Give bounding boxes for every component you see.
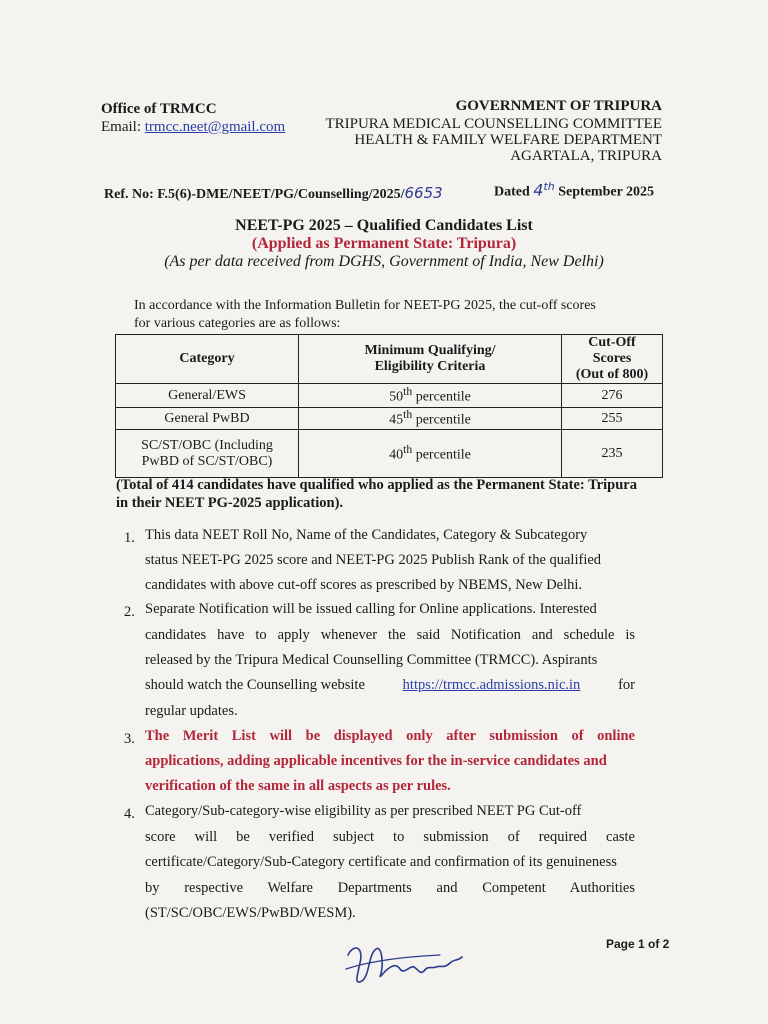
table-header-row [116,335,663,384]
cutoff-table [115,334,663,478]
item-4-line-3: certificate/Category/Sub-Category certificate and confirmation of its genuineness [145,854,617,870]
reference-number-handwritten: 6653 [404,184,443,202]
document-subtitle: (Applied as Permanent State: Tripura) [251,235,517,252]
government-title: GOVERNMENT OF TRIPURA [455,98,662,114]
row-category: General/EWS [116,384,299,408]
table-row [116,430,663,478]
item-number: 1. [124,530,135,546]
item-number: 4. [124,806,135,822]
office-name: Office of TRMCC [101,101,217,117]
intro-line-1: In accordance with the Information Bulletin for NEET-PG 2025, the cut-off scores [134,298,596,313]
date-month-year: September 2025 [558,184,655,200]
table-row [116,384,663,408]
row-criteria: 50th percentile [299,384,562,408]
date-suffix-handwritten: th [543,180,555,193]
reference-line [104,184,443,203]
header-score: Cut-Off Scores (Out of 800) [562,335,663,384]
email-link[interactable]: trmcc.neet@gmail.com [144,119,286,135]
signature-mark [340,935,470,995]
dated-label: Dated [494,184,530,200]
city-name: AGARTALA, TRIPURA [510,148,662,164]
item-2-line-4-end: for [618,677,635,693]
item-3-line-3: verification of the same in all aspects as per rules. [145,778,451,794]
row-category: General PwBD [116,408,299,430]
counselling-website-link[interactable]: https://trmcc.admissions.nic.in [402,677,581,693]
item-2-line-5: regular updates. [145,703,238,719]
item-number: 2. [124,604,135,620]
item-4-line-1: Category/Sub-category-wise eligibility as per prescribed NEET PG Cut-off [145,803,582,819]
item-4-line-2: score will be verified subject to submission of required caste [145,829,635,845]
table-row [116,408,663,430]
intro-line-2: for various categories are as follows: [134,316,341,331]
row-score: 276 [562,384,663,408]
date-day-handwritten: 4 [533,180,544,200]
committee-name: TRIPURA MEDICAL COUNSELLING COMMITTEE [325,116,662,132]
department-name: HEALTH & FAMILY WELFARE DEPARTMENT [354,132,662,148]
row-score: 235 [562,430,663,478]
item-4-line-5: (ST/SC/OBC/EWS/PwBD/WESM). [145,905,356,921]
email-label: Email: [101,119,141,135]
item-1-line-1: This data NEET Roll No, Name of the Candidates, Category & Subcategory [145,527,588,543]
item-2-line-1: Separate Notification will be issued calling for Online applications. Interested [145,601,597,617]
item-3-line-1: The Merit List will be displayed only after submission of online [145,728,635,744]
row-criteria: 40th percentile [299,430,562,478]
reference-label: Ref. No: F.5(6)-DME/NEET/PG/Counselling/2025/ [104,187,405,202]
date-line [494,180,654,201]
item-2-line-4 [145,677,635,694]
item-2-line-3: released by the Tripura Medical Counselling Committee (TRMCC). Aspirants [145,652,598,668]
item-1-line-2: status NEET-PG 2025 score and NEET-PG 2025 Publish Rank of the qualified [145,552,602,568]
item-1-line-3: candidates with above cut-off scores as prescribed by NBEMS, New Delhi. [145,577,583,593]
total-note-line-2: in their NEET PG-2025 application). [116,495,344,511]
row-category: SC/ST/OBC (Including PwBD of SC/ST/OBC) [116,430,299,478]
item-3-line-2: applications, adding applicable incentives for the in-service candidates and [145,753,607,769]
row-score: 255 [562,408,663,430]
document-title: NEET-PG 2025 – Qualified Candidates List [235,217,533,234]
item-number: 3. [124,731,135,747]
row-criteria: 45th percentile [299,408,562,430]
item-2-line-4-text: should watch the Counselling website [145,677,365,693]
header-criteria: Minimum Qualifying/ Eligibility Criteria [299,335,562,384]
data-source-note: (As per data received from DGHS, Government of India, New Delhi) [164,253,604,270]
total-note-line-1: (Total of 414 candidates have qualified who applied as the Permanent State: Tripura [116,477,637,493]
email-line [101,119,285,136]
item-4-line-4: by respective Welfare Departments and Competent Authorities [145,880,635,896]
item-2-line-2: candidates have to apply whenever the said Notification and schedule is [145,627,635,643]
header-category: Category [116,335,299,384]
page-number: Page 1 of 2 [606,937,670,951]
